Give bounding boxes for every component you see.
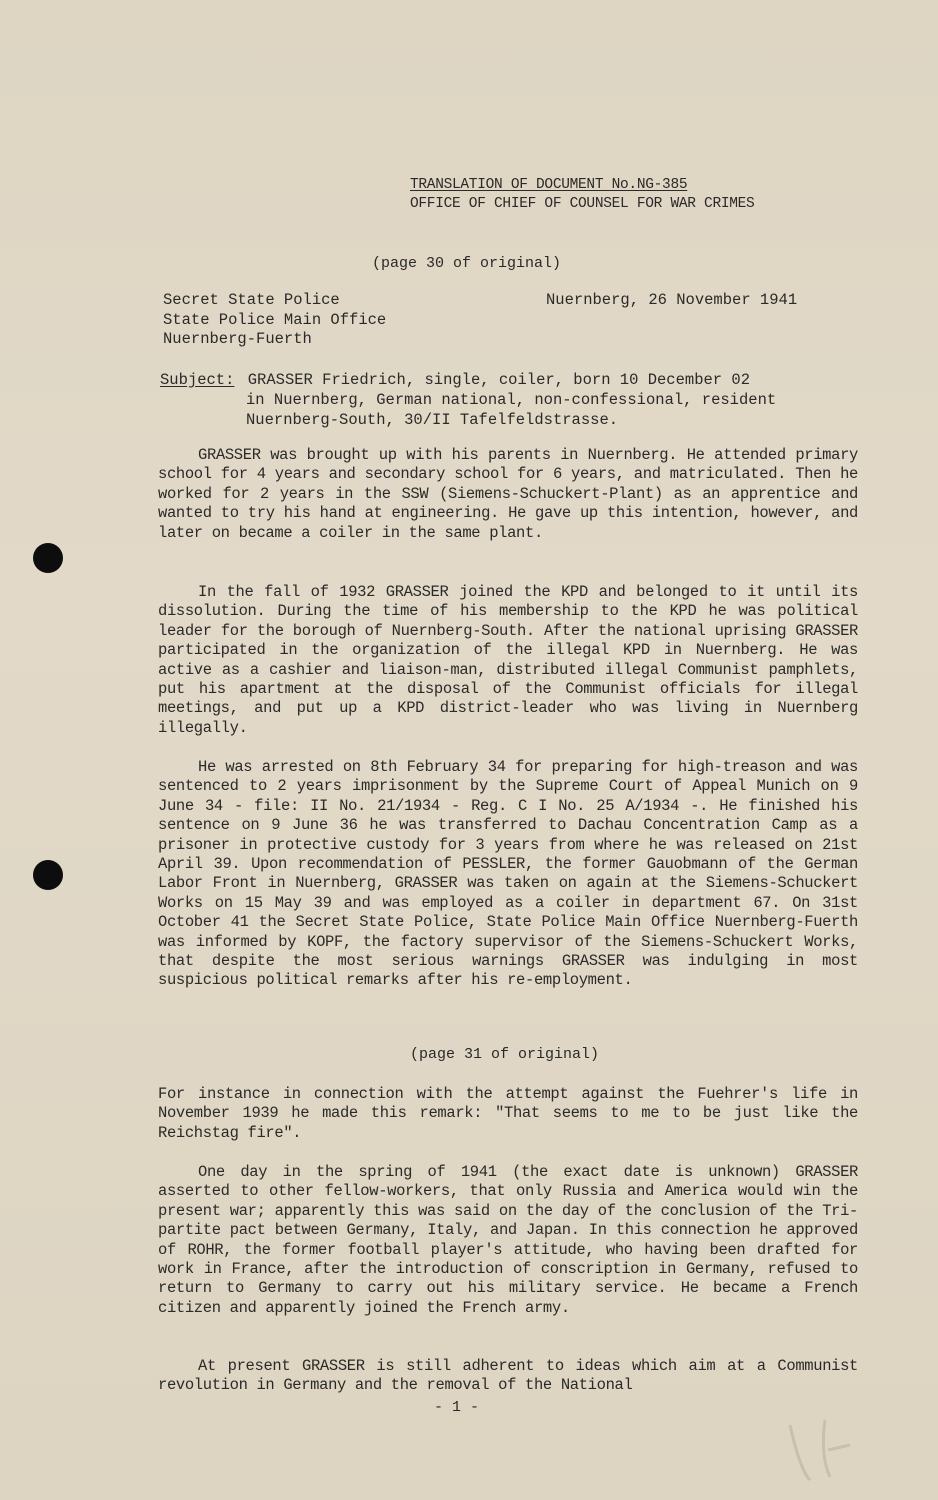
sender-line: Nuernberg-Fuerth [163,330,312,348]
body-paragraph [158,583,858,738]
page-number: - 1 - [434,1399,480,1416]
paragraph-kpd: In the fall of 1932 GRASSER joined the KPD and belonged to it until its dissolution. During the time of his membership to the KPD he was political leader for the borough of Nuernberg-South. After the national uprising GRASSER participated in the organization of the illegal KPD in Nuernberg. He was active as a cashier and liaison-man, distributed illegal Communist pamphlets, put his apartment at the disposal of the Communist officials for illegal meetings, and put up a KPD district-leader who was living in Nuernberg illegally. [158,583,858,737]
punch-hole [33,543,63,573]
body-paragraph [158,1357,858,1396]
office-title: OFFICE OF CHIEF OF COUNSEL FOR WAR CRIMES [410,196,755,212]
sender-block [163,291,386,350]
body-paragraph [158,1085,858,1143]
subject-line: in Nuernberg, German national, non-confessional, resident [246,391,777,409]
page-note: (page 31 of original) [410,1046,600,1063]
sender-line: Secret State Police [163,291,340,309]
pencil-mark [780,1415,860,1485]
paragraph-remark: For instance in connection with the attempt against the Fuehrer's life in November 1939 he made this remark: "That seems to me to be just like the Reichstag fire". [158,1085,858,1142]
subject-label: Subject: [160,371,235,389]
paragraph-upbringing: GRASSER was brought up with his parents in Nuernberg. He attended primary school for 4 years and secondary school for 6 years, and matriculated. Then he worked for 2 years in the SSW (Siemens-Schuckert-Plant) as an apprentice and wanted to try his hand at engineering. He gave up this intention, however, and later on became a coiler in the same plant. [158,446,858,542]
document-header [410,176,754,213]
page-note: (page 30 of original) [372,255,562,272]
body-paragraph [158,1163,858,1318]
sender-line: State Police Main Office [163,310,387,329]
paragraph-present: At present GRASSER is still adherent to ideas which aim at a Communist revolution in Germany and the removal of the National [158,1357,858,1395]
body-paragraph [158,446,858,543]
paragraph-spring-1941: One day in the spring of 1941 (the exact date is unknown) GRASSER asserted to other fellow-workers, that only Russia and America would win the present war; apparently this was said on the day of the conclusion of the Tri-partite pact between Germany, Italy, and Japan. In this connection he approved of ROHR, the former football player's attitude, who having been drafted for work in France, after the introduction of conscription in Germany, refused to return to Germany to carry out his military service. He became a French citizen and apparently joined the French army. [158,1163,858,1317]
subject-block [160,370,776,430]
punch-hole [33,860,63,890]
translation-title: TRANSLATION OF DOCUMENT No.NG-385 [410,177,688,193]
paragraph-arrest: He was arrested on 8th February 34 for preparing for high-treason and was sentenced to 2 years imprisonment by the Supreme Court of Appeal Munich on 9 June 34 - file: II No. 21/1934 - Reg. C I No. 25 A/1934 -. He finished his sentence on 9 June 36 he was transferred to Dachau Concentration Camp as a prisoner in protective custody for 3 years from where he was released on 21st April 39. Upon recommendation of PESSLER, the former Gauobmann of the German Labor Front in Nuernberg, GRASSER was taken on again at the Siemens-Schuckert Works on 15 May 39 and was employed as a coiler in department 67. On 31st October 41 the Secret State Police, State Police Main Office Nuernberg-Fuerth was informed by KOPF, the factory supervisor of the Siemens-Schuckert Works, that despite the most serious warnings GRASSER was indulging in most suspicious political remarks after his re-employment. [158,758,858,990]
body-paragraph [158,758,858,991]
place-date: Nuernberg, 26 November 1941 [546,291,798,309]
subject-line: Nuernberg-South, 30/II Tafelfeldstrasse. [246,411,619,429]
subject-line: GRASSER Friedrich, single, coiler, born 10 December 02 [247,371,751,389]
